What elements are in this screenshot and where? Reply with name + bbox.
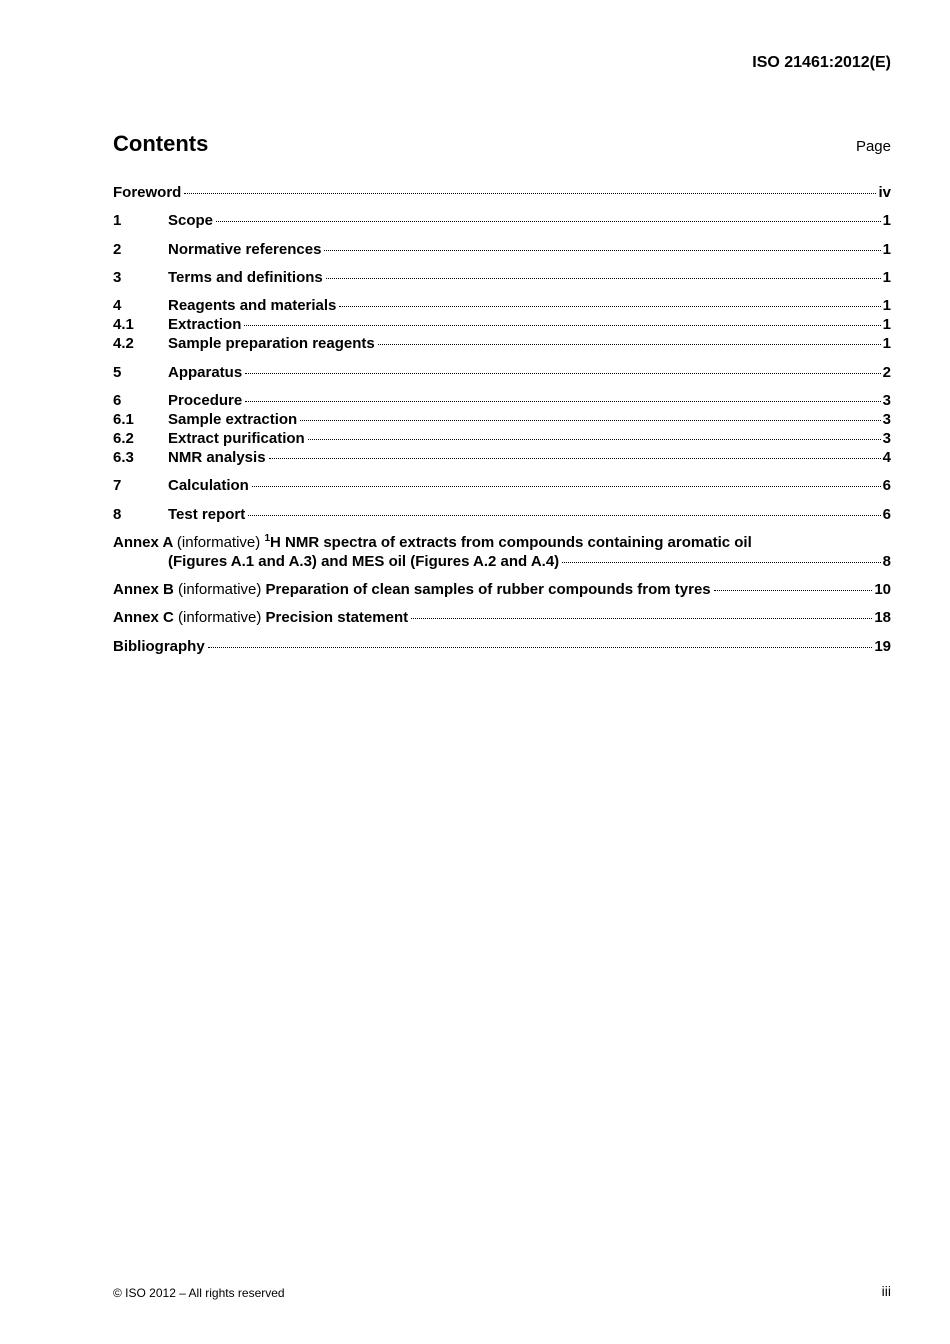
toc-entry-foreword[interactable] — [113, 183, 891, 202]
toc-entry[interactable] — [113, 211, 891, 230]
toc-entry[interactable] — [113, 315, 891, 334]
toc-entry-number: 4.2 — [113, 335, 134, 352]
annex-title-line1: H NMR spectra of extracts from compounds containing aromatic oil — [270, 534, 752, 551]
toc-entry-title: Terms and definitions — [168, 269, 323, 286]
page-column-heading: Page — [855, 138, 891, 155]
toc-entry-number: 6.3 — [113, 449, 134, 466]
toc-entry-number: 4 — [113, 297, 122, 314]
toc-entry-page: 1 — [882, 316, 891, 333]
toc-entry-page: 3 — [882, 392, 891, 409]
toc-entry[interactable] — [113, 296, 891, 315]
toc-entry-page: 1 — [882, 335, 891, 352]
toc-entry-title: Bibliography — [113, 638, 205, 655]
toc-entry-title: Extract purification — [168, 430, 305, 447]
toc-entry[interactable] — [113, 363, 891, 382]
dot-leader — [245, 373, 880, 374]
toc-entry[interactable] — [113, 391, 891, 410]
toc-entry[interactable] — [113, 505, 891, 524]
annex-title: Precision statement — [265, 609, 409, 626]
toc-entry-number: 7 — [113, 477, 122, 494]
dot-leader — [300, 420, 880, 421]
toc-entry-page: 1 — [882, 297, 891, 314]
toc-entry-page: 1 — [882, 269, 891, 286]
toc-entry-title: Normative references — [168, 241, 322, 258]
contents-title: Contents — [113, 131, 209, 156]
toc-entry-page: 2 — [882, 364, 891, 381]
toc-entry-number: 8 — [113, 506, 122, 523]
toc-entry-title: Procedure — [168, 392, 243, 409]
toc-entry-title: Calculation — [168, 477, 249, 494]
toc-entry-title: Extraction — [168, 316, 242, 333]
toc-entry-page: 4 — [882, 449, 891, 466]
toc-entry-title: Test report — [168, 506, 246, 523]
dot-leader — [184, 193, 876, 194]
dot-leader — [269, 458, 881, 459]
toc-entry-number: 6.2 — [113, 430, 134, 447]
toc-entry-title: Scope — [168, 212, 214, 229]
toc-entry-title: Sample extraction — [168, 411, 298, 428]
toc-entry-number: 5 — [113, 364, 122, 381]
toc-entry-title: Foreword — [113, 184, 182, 201]
annex-type: (informative) — [178, 609, 262, 626]
toc-entry-number: 3 — [113, 269, 122, 286]
document-id: ISO 21461:2012(E) — [752, 54, 891, 71]
dot-leader — [562, 562, 880, 563]
toc-entry-title — [113, 608, 408, 627]
dot-leader — [216, 221, 881, 222]
toc-entry-page: 3 — [882, 411, 891, 428]
toc-entry-title — [113, 580, 711, 599]
toc-entry-annex-a-continued[interactable] — [113, 552, 891, 571]
annex-label: Annex B — [113, 581, 174, 598]
toc-entry-number: 6 — [113, 392, 122, 409]
toc-entry[interactable] — [113, 240, 891, 259]
toc-entry-title: NMR analysis — [168, 449, 266, 466]
toc-entry-bibliography[interactable] — [113, 637, 891, 656]
toc-entry[interactable] — [113, 410, 891, 429]
dot-leader — [248, 515, 880, 516]
dot-leader — [339, 306, 880, 307]
toc-entry-title: Sample preparation reagents — [168, 335, 375, 352]
dot-leader — [411, 618, 872, 619]
toc-entry-title: Apparatus — [168, 364, 243, 381]
toc-entry-annex-a[interactable] — [113, 533, 891, 552]
toc-entry-number: 2 — [113, 241, 122, 258]
page-number: iii — [881, 1283, 891, 1299]
dot-leader — [308, 439, 881, 440]
toc-entry[interactable] — [113, 334, 891, 353]
toc-entry-page: 1 — [882, 212, 891, 229]
copyright-notice: © ISO 2012 – All rights reserved — [113, 1286, 285, 1300]
toc-entry-number: 1 — [113, 212, 122, 229]
toc-entry[interactable] — [113, 429, 891, 448]
toc-entry-page: 8 — [882, 553, 891, 570]
dot-leader — [324, 250, 880, 251]
toc-entry-annex-c[interactable] — [113, 608, 891, 627]
toc-entry[interactable] — [113, 268, 891, 287]
toc-entry-page: iv — [878, 184, 891, 201]
dot-leader — [378, 344, 881, 345]
dot-leader — [208, 647, 873, 648]
dot-leader — [252, 486, 881, 487]
annex-type: (informative) — [176, 534, 261, 551]
toc-entry-page: 3 — [882, 430, 891, 447]
annex-title-line2: (Figures A.1 and A.3) and MES oil (Figures A.2 and A.4) — [168, 553, 560, 570]
toc-entry-annex-b[interactable] — [113, 580, 891, 599]
annex-title: Preparation of clean samples of rubber compounds from tyres — [265, 581, 711, 598]
annex-label: Annex C — [113, 609, 174, 626]
toc-entry[interactable] — [113, 448, 891, 467]
annex-type: (informative) — [178, 581, 262, 598]
toc-entry[interactable] — [113, 476, 891, 495]
dot-leader — [244, 325, 880, 326]
dot-leader — [714, 590, 873, 591]
toc-entry-page: 18 — [874, 609, 891, 626]
toc-entry-page: 10 — [874, 581, 891, 598]
toc-entry-page: 6 — [882, 506, 891, 523]
toc-entry-page: 19 — [874, 638, 891, 655]
dot-leader — [326, 278, 881, 279]
toc-entry-number: 6.1 — [113, 411, 134, 428]
annex-label: Annex A — [113, 534, 173, 551]
toc-entry-page: 1 — [882, 241, 891, 258]
toc-entry-number: 4.1 — [113, 316, 134, 333]
toc-entry-title: Reagents and materials — [168, 297, 337, 314]
annex-superscript: 1 — [264, 533, 270, 544]
toc-entry-page: 6 — [882, 477, 891, 494]
dot-leader — [245, 401, 880, 402]
